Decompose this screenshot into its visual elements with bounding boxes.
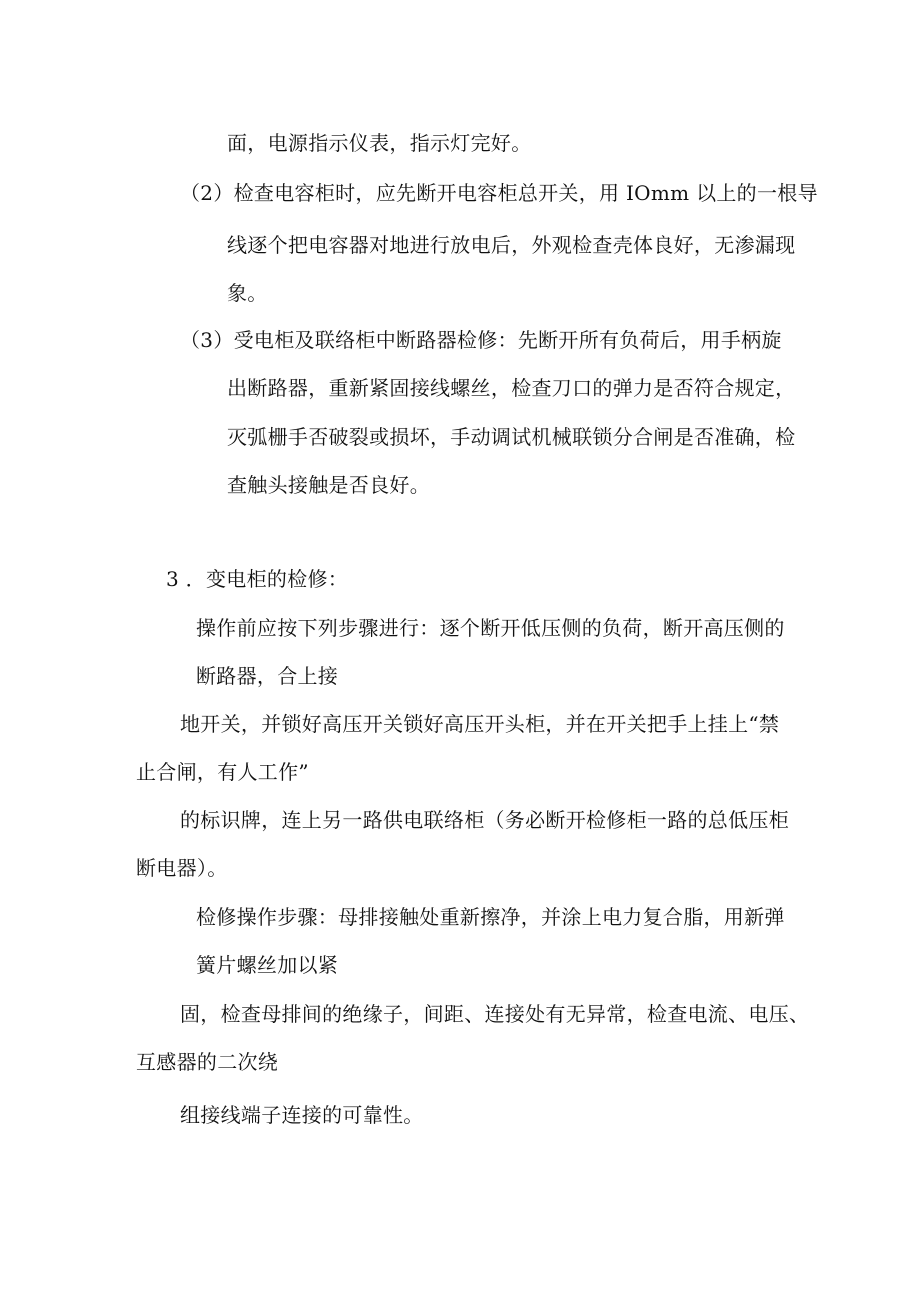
text-line: 查触头接触是否良好。 [227,473,430,497]
text-line: （2）检查电容柜时，应先断开电容柜总开关，用 IOmm 以上的一根导 [180,181,818,205]
text-line: 固，检查母排间的绝缘子，间距、连接处有无异常，检查电流、电压、 [180,1002,810,1026]
text-line: （3）受电柜及联络柜中断路器检修：先断开所有负荷后，用手柄旋 [180,328,782,352]
text-line: 出断路器，重新紧固接线螺丝，检查刀口的弹力是否符合规定， [227,376,796,400]
text-line: 线逐个把电容器对地进行放电后，外观检查壳体良好，无渗漏现 [227,233,796,257]
text-line: 簧片螺丝加以紧 [196,953,339,977]
text-line: 面，电源指示仪表，指示灯完好。 [227,131,532,155]
text-line: 灭弧栅手否破裂或损坏，手动调试机械联锁分合闸是否准确，检 [227,425,796,449]
text-line: 的标识牌，连上另一路供电联络柜（务必断开检修柜一路的总低压柜 [180,808,789,832]
section-heading: 3 ．变电柜的检修： [166,567,349,591]
text-line: 操作前应按下列步骤进行：逐个断开低压侧的负荷，断开高压侧的 [196,616,785,640]
text-line: 地开关，并锁好高压开关锁好高压开头柜，并在开关把手上挂上“禁 [180,712,780,736]
text-line: 组接线端子连接的可靠性。 [180,1103,424,1127]
text-line: 检修操作步骤：母排接触处重新擦净，并涂上电力复合脂，用新弹 [196,905,785,929]
text-line: 断路器，合上接 [196,664,339,688]
text-line: 象。 [227,281,268,305]
text-line: 互感器的二次绕 [136,1050,279,1074]
text-line: 断电器）。 [136,856,228,880]
text-line: 止合闸，有人工作” [136,760,309,784]
